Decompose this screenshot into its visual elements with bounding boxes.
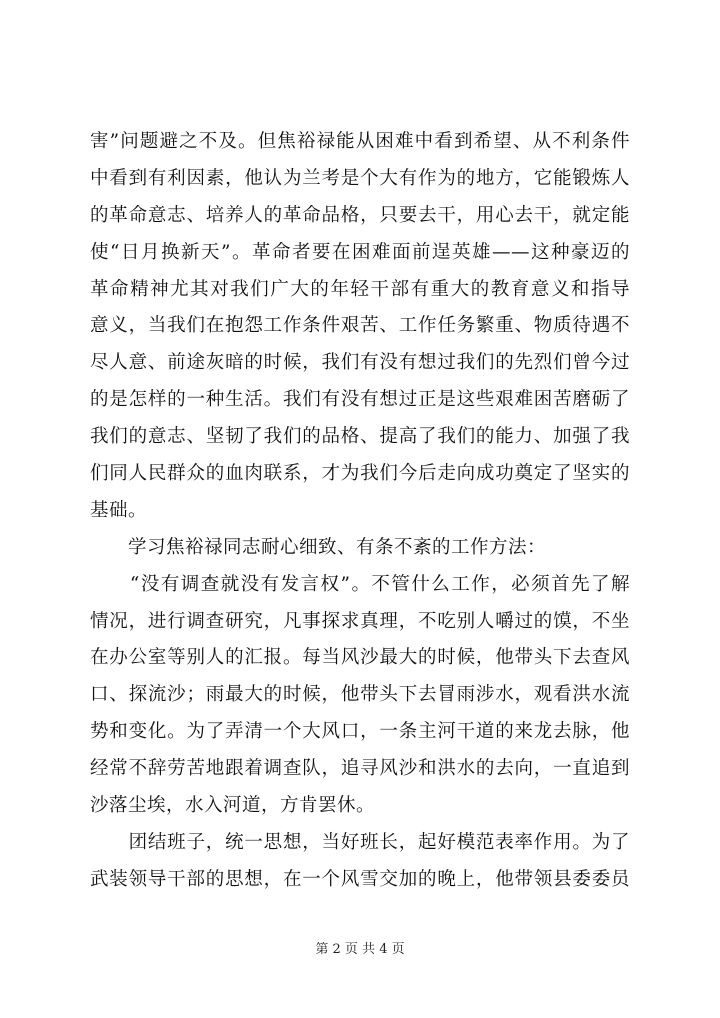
text-line: 武装领导干部的思想，在一个风雪交加的晚上，他带领县委委员 (90, 868, 630, 890)
text-line: 势和变化。为了弄清一个大风口，一条主河干道的来龙去脉，他 (90, 721, 630, 743)
text-line: 基础。 (90, 499, 148, 521)
text-line: 的革命意志、培养人的革命品格，只要去干，用心去干，就定能 (90, 204, 630, 226)
text-line: 学习焦裕禄同志耐心细致、有条不紊的工作方法： (90, 536, 547, 558)
text-line: 的是怎样的一种生活。我们有没有想过正是这些艰难困苦磨砺了 (90, 389, 630, 411)
text-line: 中看到有利因素，他认为兰考是个大有作为的地方，它能锻炼人 (90, 167, 630, 189)
text-line: 情况，进行调查研究，凡事探求真理，不吃别人嚼过的馍，不坐 (90, 610, 630, 632)
text-line: 我们的意志、坚韧了我们的品格、提高了我们的能力、加强了我 (90, 426, 630, 448)
page-footer: 第 2 页 共 4 页 (315, 942, 405, 957)
text-line: 团结班子，统一思想，当好班长，起好模范表率作用。为了 (90, 831, 630, 853)
text-line: 经常不辞劳苦地跟着调查队，追寻风沙和洪水的去向，一直追到 (90, 758, 630, 780)
text-line: 在办公室等别人的汇报。每当风沙最大的时候，他带头下去查风 (90, 647, 630, 669)
body-text (90, 124, 630, 899)
text-line: 使“日月换新天”。革命者要在困难面前逞英雄——这种豪迈的 (90, 241, 630, 263)
text-line: 尽人意、前途灰暗的时候，我们有没有想过我们的先烈们曾今过 (90, 352, 630, 374)
text-line: 们同人民群众的血肉联系，才为我们今后走向成功奠定了坚实的 (90, 463, 630, 485)
text-line: 革命精神尤其对我们广大的年轻干部有重大的教育意义和指导 (90, 278, 630, 300)
text-line: 沙落尘埃，水入河道，方肯罢休。 (90, 795, 376, 817)
text-line: 害”问题避之不及。但焦裕禄能从困难中看到希望、从不利条件 (90, 131, 630, 152)
text-line: 意义，当我们在抱怨工作条件艰苦、工作任务繁重、物质待遇不 (90, 315, 630, 337)
text-line: “没有调查就没有发言权”。不管什么工作，必须首先了解 (90, 573, 630, 595)
text-line: 口、探流沙；雨最大的时候，他带头下去冒雨涉水，观看洪水流 (90, 684, 630, 706)
